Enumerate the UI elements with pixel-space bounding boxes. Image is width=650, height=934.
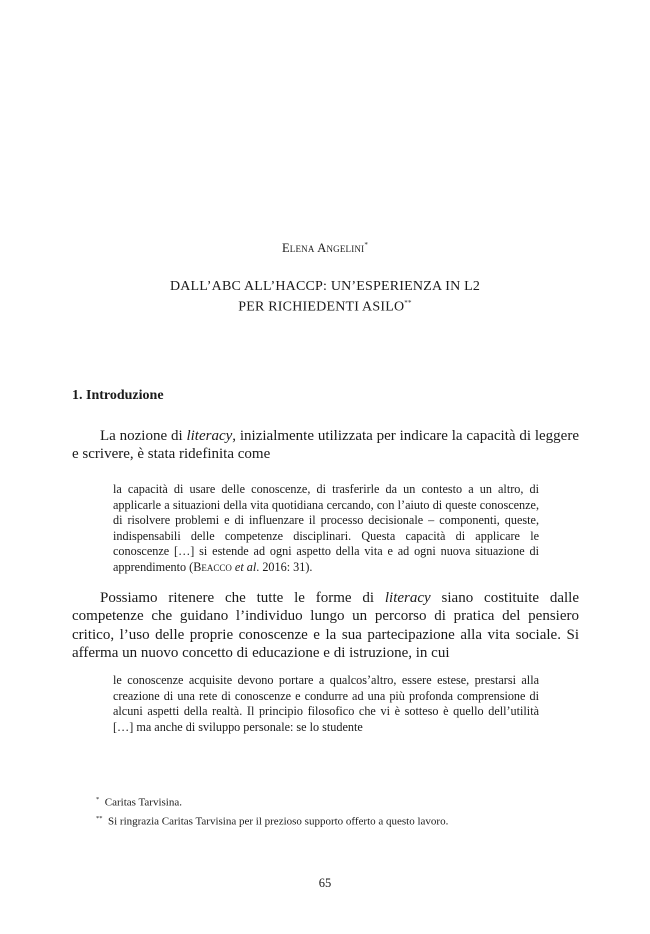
author-name [0,241,650,256]
quote-1-cite-rest: . 2016: 31). [256,559,313,574]
title-line-1: DALL’ABC ALL’HACCP: UN’ESPERIENZA IN L2 [169,279,481,294]
paragraph-2-term: literacy [384,590,431,606]
footnote-1 [96,792,448,811]
title-line-2-text: PER RICHIEDENTI ASILO [238,299,405,315]
paragraph-2-text-a: Possiamo ritenere che tutte le forme di [100,590,385,606]
quote-1-text: la capacità di usare delle conoscenze, di trasferirle da un contesto a un altro, di applicarle a situazioni della vita quotidiana cercando, con l’aiuto di queste conoscenze, di risolvere problemi e di influenzare il processo decisionale – componenti, queste, indispensabili delle competenze disciplinari. Questa capacità di applicare le conoscenze […] si estende ad ogni aspetto della vita e ad ogni nuova situazione di apprendimento ( [113,482,539,574]
paragraph-2-text-b: siano costituite dalle competenze che guidano l’individuo lungo un percorso di pratica del pensiero critico, l’uso delle proprie conoscenze e la sua partecipazione alla vita sociale. Si afferma un nuovo concetto di educazione e di istruzione, in cui [72,590,580,661]
paragraph-1 [72,427,579,464]
title-line-2 [0,295,650,316]
paragraph-2 [72,589,579,662]
footnote-2-text: Si ringrazia Caritas Tarvisina per il prezioso supporto offerto a questo lavoro. [108,815,449,828]
title-footnote-mark: ** [404,299,412,307]
footnotes [96,792,448,829]
footnote-1-mark: * [96,796,100,803]
author-text: Elena Angelini [281,241,365,256]
paragraph-1-text-a: La nozione di [100,428,187,444]
footnote-2 [96,811,448,830]
footnote-2-mark: ** [96,814,103,822]
quote-1-cite-etal: et al [234,559,257,574]
block-quote-1 [113,482,539,576]
section-heading: 1. Introduzione [72,388,164,403]
footnote-1-text: Caritas Tarvisina. [104,796,182,809]
author-footnote-mark: * [364,241,369,249]
paragraph-1-term: literacy [186,428,233,444]
paragraph-1-text-b: , inizialmente utilizzata per indicare la capacità di leggere e scrivere, è stata ridefinita come [72,428,579,463]
article-title [0,278,650,316]
page-number: 65 [318,876,332,890]
quote-1-cite-author: Beacco [193,559,232,574]
block-quote-2: le conoscenze acquisite devono portare a qualcos’altro, essere estese, prestarsi alla creazione di una rete di conoscenze e condurre ad una più profonda comprensione di alcuni aspetti della realtà. Il principio filosofico che vi è sotteso è quello dell’utilità […] ma anche di sviluppo personale: se lo studente [113,673,539,734]
